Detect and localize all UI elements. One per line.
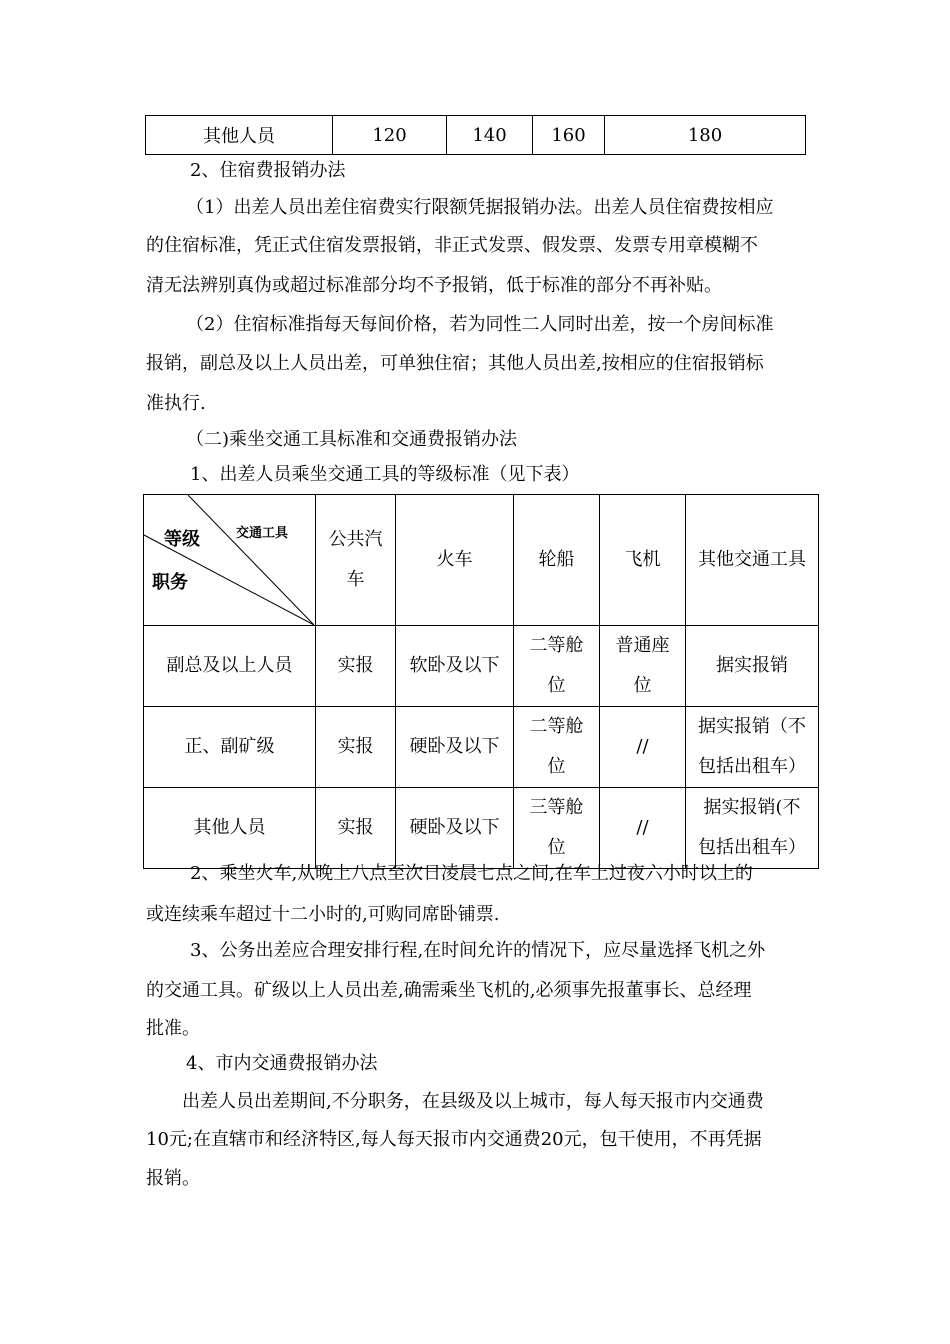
table-cell: 120 [333, 116, 447, 155]
section-heading-transport: （二)乘坐交通工具标准和交通费报销办法 [186, 429, 518, 450]
table-cell: 其他人员 [146, 116, 333, 155]
table-cell [600, 626, 686, 707]
table-row [144, 707, 819, 788]
cell-text: 据实报销(不 [703, 797, 801, 818]
corner-label-grade: 等级 [164, 529, 200, 550]
cell-text: 二等舱 [529, 716, 584, 737]
table-cell [600, 788, 686, 869]
corner-label-position: 职务 [152, 572, 188, 593]
table-cell [396, 707, 514, 788]
table-header-row [144, 495, 819, 626]
table-cell [396, 788, 514, 869]
accommodation-table [145, 115, 806, 155]
header-cell-ship [514, 495, 600, 626]
paragraph-line: 2、乘坐火车,从晚上八点至次日凌晨七点之间,在车上过夜六小时以上的 [190, 863, 753, 884]
cell-text: 软卧及以下 [409, 655, 500, 676]
paragraph-line: 10元;在直辖市和经济特区,每人每天报市内交通费20元，包干使用，不再凭据 [146, 1129, 762, 1150]
table-cell [686, 788, 819, 869]
paragraph-line: 报销。 [146, 1168, 200, 1189]
heading-accommodation-reimbursement: 2、住宿费报销办法 [190, 160, 346, 181]
cell-text: 据实报销（不 [698, 716, 806, 737]
table-cell [686, 626, 819, 707]
cell-text: 三等舱 [529, 797, 584, 818]
cell-text: 位 [547, 675, 566, 696]
header-cell-other [686, 495, 819, 626]
cell-text: 包括出租车） [698, 837, 806, 858]
heading-local-transport: 4、市内交通费报销办法 [186, 1053, 378, 1074]
cell-text: 二等舱 [529, 635, 584, 656]
cell-text: 实报 [337, 655, 374, 676]
cell-text: 位 [547, 837, 566, 858]
paragraph-line: 报销，副总及以上人员出差，可单独住宿；其他人员出差,按相应的住宿报销标 [146, 353, 764, 374]
paragraph-line: （1）出差人员出差住宿费实行限额凭据报销办法。出差人员住宿费按相应 [186, 197, 774, 218]
header-cell-plane [600, 495, 686, 626]
cell-text: 硬卧及以下 [409, 817, 500, 838]
header-text: 火车 [436, 549, 473, 570]
table-cell: 180 [605, 116, 806, 155]
paragraph-line: 3、公务出差应合理安排行程,在时间允许的情况下，应尽量选择飞机之外 [190, 940, 766, 961]
header-text: 轮船 [538, 549, 575, 570]
header-text: 飞机 [624, 549, 661, 570]
paragraph-line: （2）住宿标准指每天每间价格，若为同性二人同时出差，按一个房间标准 [186, 314, 774, 335]
cell-text: 包括出租车） [698, 756, 806, 777]
table-cell [514, 707, 600, 788]
cell-text: 硬卧及以下 [409, 736, 500, 757]
paragraph-line: 1、出差人员乘坐交通工具的等级标准（见下表） [190, 464, 580, 485]
table-row [144, 626, 819, 707]
header-text: 车 [346, 569, 365, 590]
paragraph-line: 的住宿标准，凭正式住宿发票报销，非正式发票、假发票、发票专用章模糊不 [146, 235, 758, 256]
cell-text: 据实报销 [716, 655, 788, 676]
cell-text: // [636, 817, 649, 838]
table-cell [316, 788, 396, 869]
diagonal-lines [144, 495, 314, 625]
header-cell-train [396, 495, 514, 626]
table-cell [316, 626, 396, 707]
table-cell [316, 707, 396, 788]
table-cell: 140 [447, 116, 533, 155]
cell-text: 普通座 [615, 635, 670, 656]
cell-text: 位 [547, 756, 566, 777]
table-cell [514, 626, 600, 707]
cell-text: 实报 [337, 817, 374, 838]
header-text: 公共汽 [328, 529, 383, 550]
paragraph-line: 清无法辨别真伪或超过标准部分均不予报销，低于标准的部分不再补贴。 [146, 275, 722, 296]
corner-label-transport: 交通工具 [236, 526, 289, 541]
table-row [146, 116, 806, 155]
table-cell [686, 707, 819, 788]
cell-text: // [636, 736, 649, 757]
paragraph-line: 批准。 [146, 1018, 200, 1039]
paragraph-line: 或连续乘车超过十二小时的,可购同席卧铺票. [146, 904, 500, 925]
role-cell: 副总及以上人员 [144, 626, 316, 707]
role-cell: 正、副矿级 [144, 707, 316, 788]
transport-standard-table [143, 494, 819, 869]
cell-text: 位 [633, 675, 652, 696]
table-cell [396, 626, 514, 707]
role-cell: 其他人员 [144, 788, 316, 869]
table-cell: 160 [533, 116, 605, 155]
paragraph-line: 准执行. [146, 393, 206, 414]
table-cell [600, 707, 686, 788]
header-cell-bus [316, 495, 396, 626]
table-row [144, 788, 819, 869]
diagonal-header-cell [144, 495, 316, 626]
cell-text: 实报 [337, 736, 374, 757]
header-text: 其他交通工具 [698, 549, 806, 570]
paragraph-line: 出差人员出差期间,不分职务，在县级及以上城市，每人每天报市内交通费 [182, 1091, 764, 1112]
paragraph-line: 的交通工具。矿级以上人员出差,确需乘坐飞机的,必须事先报董事长、总经理 [146, 980, 752, 1001]
table-cell [514, 788, 600, 869]
